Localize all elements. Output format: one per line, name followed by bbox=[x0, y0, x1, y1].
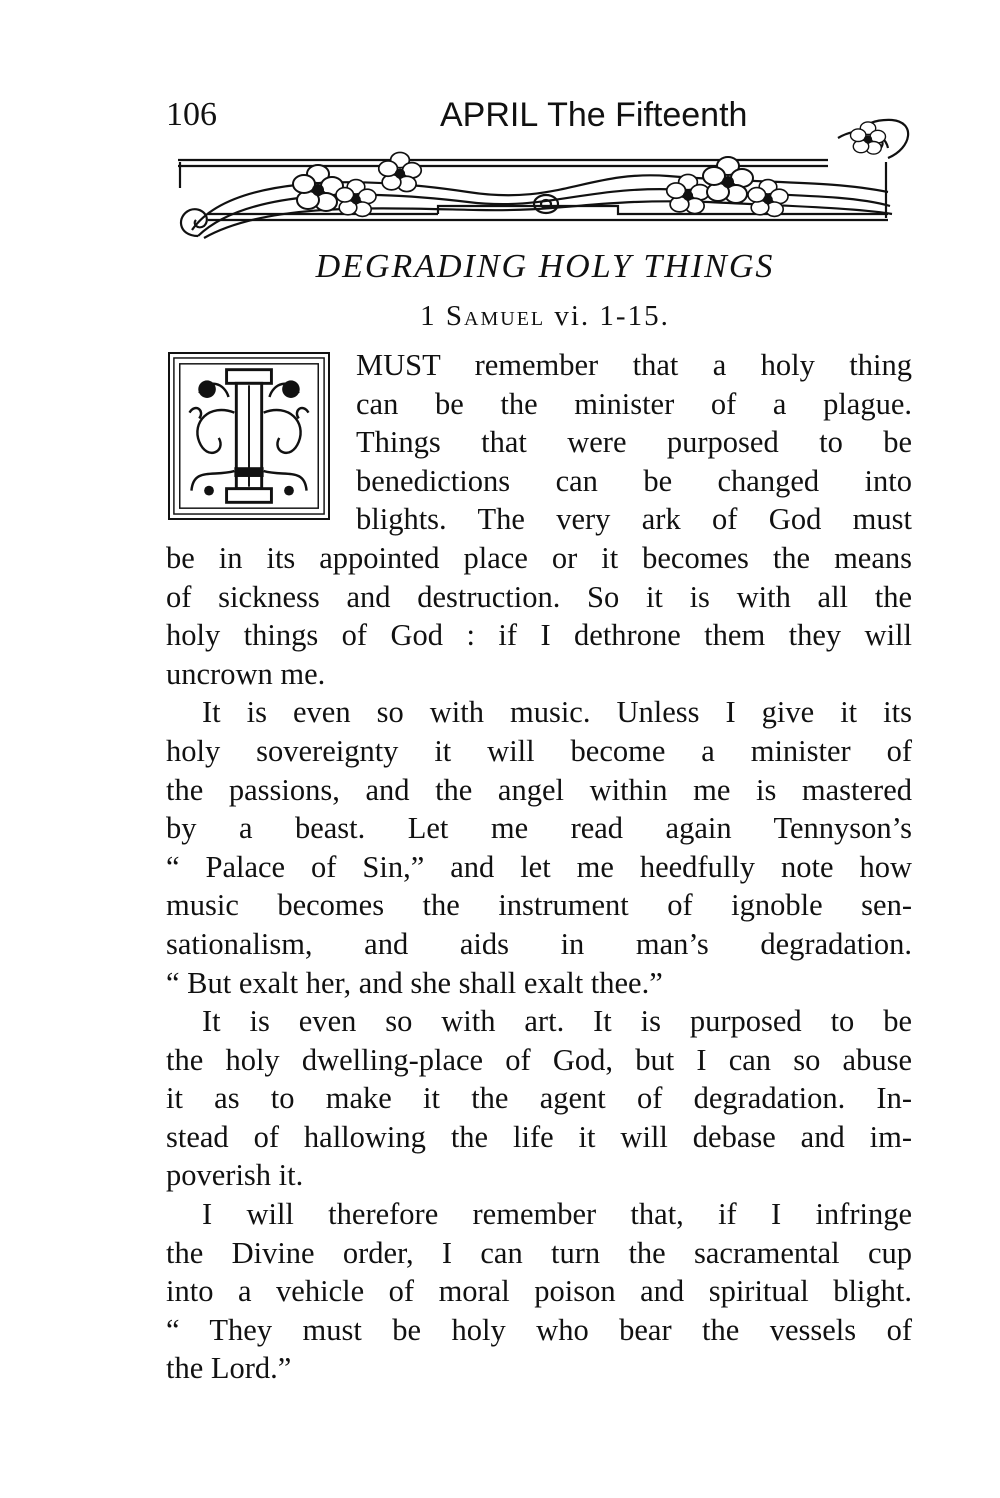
running-head-month: APRIL bbox=[440, 96, 539, 134]
article-title: DEGRADING HOLY THINGS bbox=[315, 248, 775, 285]
text-line: “ They must be holy who bear the vessels of bbox=[166, 1312, 912, 1347]
text-line: blights. The very ark of God must bbox=[356, 502, 912, 537]
text-line: can be the minister of a plague. bbox=[356, 386, 912, 421]
text-line: by a beast. Let me read again Tennyson’s bbox=[166, 811, 912, 846]
floral-banner-ornament bbox=[168, 118, 920, 256]
text-line: holy sovereignty it will become a minister of bbox=[166, 733, 912, 768]
paragraph-2 bbox=[166, 693, 912, 1002]
text-line: poverish it. bbox=[166, 1158, 304, 1193]
page-number: 106 bbox=[166, 96, 217, 133]
text-line: the holy dwelling-place of God, but I can so abuse bbox=[166, 1042, 912, 1077]
running-head-day: The Fifteenth bbox=[547, 96, 748, 134]
text-line: “ Palace of Sin,” and let me heedfully note how bbox=[166, 849, 912, 884]
text-line: music becomes the instrument of ignoble sen- bbox=[166, 888, 912, 923]
text-line: of sickness and destruction. So it is with all the bbox=[166, 579, 912, 614]
text-line: stead of hallowing the life it will debase and im- bbox=[166, 1119, 912, 1154]
paragraph-3 bbox=[166, 1002, 912, 1195]
paragraph-4 bbox=[166, 1195, 912, 1388]
scripture-reference bbox=[0, 300, 1000, 333]
text-line: uncrown me. bbox=[166, 656, 326, 691]
text-line: It is even so with art. It is purposed to be bbox=[202, 1004, 912, 1039]
text-line: it as to make it the agent of degradation. In- bbox=[166, 1081, 912, 1116]
body-text bbox=[166, 346, 912, 1388]
text-line: I will therefore remember that, if I infringe bbox=[202, 1197, 912, 1232]
text-line: be in its appointed place or it becomes the means bbox=[166, 540, 912, 575]
text-line: the Lord.” bbox=[166, 1351, 292, 1386]
text-line: “ But exalt her, and she shall exalt thee.” bbox=[166, 965, 663, 1000]
text-line: It is even so with music. Unless I give it its bbox=[202, 695, 912, 730]
text-line: MUST remember that a holy thing bbox=[356, 348, 912, 382]
text-line: benedictions can be changed into bbox=[356, 463, 912, 498]
paragraph-1 bbox=[166, 346, 912, 693]
text-line: holy things of God : if I dethrone them they will bbox=[166, 618, 912, 653]
text-line: sationalism, and aids in man’s degradation. bbox=[166, 926, 912, 961]
reference-book-number: 1 bbox=[420, 300, 437, 332]
text-line: into a vehicle of moral poison and spiritual blight. bbox=[166, 1274, 912, 1309]
text-line: the passions, and the angel within me is mastered bbox=[166, 772, 912, 807]
reference-book: Samuel bbox=[445, 300, 546, 332]
reference-chapter-verses: vi. 1-15. bbox=[554, 300, 670, 332]
text-line: the Divine order, I can turn the sacramental cup bbox=[166, 1235, 912, 1270]
text-line: Things that were purposed to be bbox=[356, 425, 912, 460]
